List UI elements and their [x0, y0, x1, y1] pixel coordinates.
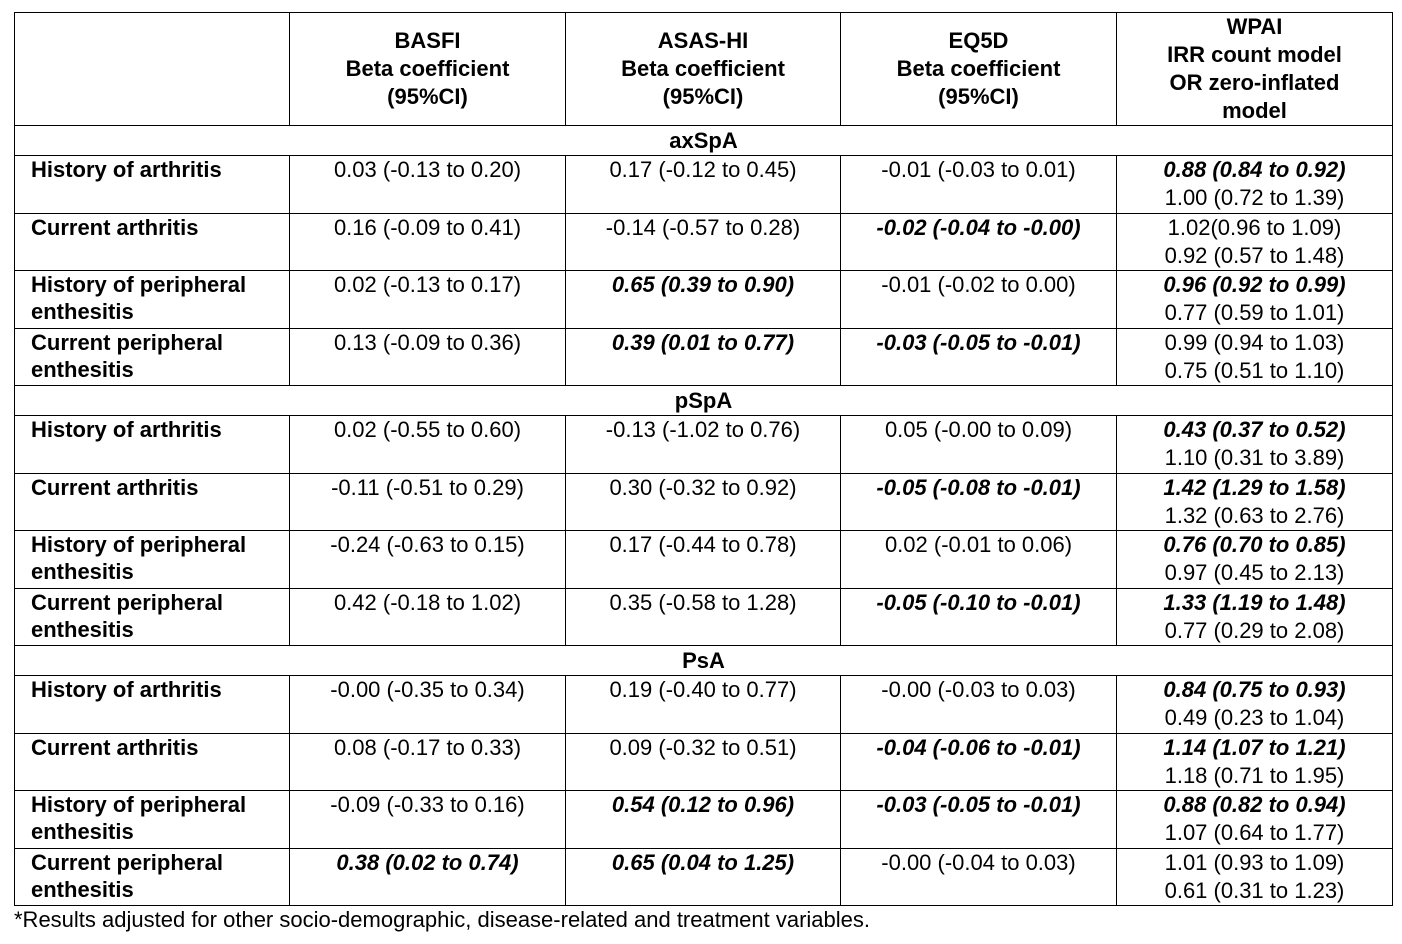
- wpai-value: 0.61 (0.31 to 1.23): [1164, 877, 1345, 903]
- section-title: pSpA: [15, 386, 1393, 416]
- wpai-value: 0.88 (0.84 to 0.92): [1163, 157, 1346, 182]
- cell-asas: 0.39 (0.01 to 0.77): [566, 328, 841, 386]
- cell-eq5d: -0.02 (-0.04 to -0.00): [841, 213, 1117, 271]
- cell-eq5d: -0.00 (-0.03 to 0.03): [841, 676, 1117, 734]
- row-label: [15, 791, 290, 849]
- header-wpai: [1117, 13, 1393, 126]
- row-label-line: enthesitis: [31, 616, 134, 642]
- cell-eq5d: -0.01 (-0.02 to 0.00): [841, 271, 1117, 329]
- table-row: [15, 791, 1393, 849]
- cell-asas: 0.35 (-0.58 to 1.28): [566, 588, 841, 646]
- header-wpai-line: OR zero-inflated: [1169, 70, 1340, 95]
- table-row: [15, 848, 1393, 906]
- row-label-line: Current peripheral: [31, 589, 223, 615]
- section-title: PsA: [15, 646, 1393, 676]
- wpai-value: 0.96 (0.92 to 0.99): [1163, 272, 1346, 297]
- cell-asas: 0.17 (-0.44 to 0.78): [566, 531, 841, 589]
- row-label: [15, 328, 290, 386]
- table-row: [15, 531, 1393, 589]
- header-wpai-line: IRR count model: [1167, 42, 1342, 67]
- cell-basfi: -0.11 (-0.51 to 0.29): [290, 473, 566, 531]
- section-header-row: [15, 646, 1393, 676]
- cell-wpai: [1117, 791, 1393, 849]
- cell-eq5d: -0.05 (-0.08 to -0.01): [841, 473, 1117, 531]
- table-row: [15, 156, 1393, 214]
- cell-asas: 0.65 (0.04 to 1.25): [566, 848, 841, 906]
- cell-basfi: 0.08 (-0.17 to 0.33): [290, 733, 566, 791]
- table-row: [15, 328, 1393, 386]
- cell-wpai: [1117, 588, 1393, 646]
- cell-asas: 0.30 (-0.32 to 0.92): [566, 473, 841, 531]
- wpai-value: 1.02(0.96 to 1.09): [1167, 214, 1342, 240]
- row-label-line: enthesitis: [31, 876, 134, 902]
- wpai-value: 1.42 (1.29 to 1.58): [1163, 474, 1346, 500]
- header-asas-line: Beta coefficient: [621, 56, 785, 81]
- results-table: [14, 12, 1393, 906]
- wpai-value: 1.07 (0.64 to 1.77): [1164, 820, 1345, 845]
- header-asas-line: (95%CI): [662, 84, 744, 109]
- cell-basfi: -0.09 (-0.33 to 0.16): [290, 791, 566, 849]
- cell-wpai: [1117, 531, 1393, 589]
- wpai-value: 0.84 (0.75 to 0.93): [1163, 677, 1346, 702]
- cell-wpai: [1117, 676, 1393, 734]
- row-label-line: Current arthritis: [31, 474, 199, 500]
- header-eq5d: [841, 13, 1117, 126]
- section-title: axSpA: [15, 126, 1393, 156]
- wpai-value: 0.99 (0.94 to 1.03): [1164, 329, 1345, 355]
- cell-eq5d: 0.02 (-0.01 to 0.06): [841, 531, 1117, 589]
- cell-basfi: 0.02 (-0.55 to 0.60): [290, 416, 566, 474]
- header-asas-line: ASAS-HI: [657, 28, 749, 53]
- header-basfi-line: BASFI: [394, 28, 461, 53]
- wpai-value: 0.77 (0.59 to 1.01): [1164, 300, 1345, 325]
- table-row: [15, 416, 1393, 474]
- row-label: [15, 588, 290, 646]
- section-header-row: [15, 126, 1393, 156]
- table-row: [15, 588, 1393, 646]
- cell-basfi: 0.42 (-0.18 to 1.02): [290, 588, 566, 646]
- section-header-row: [15, 386, 1393, 416]
- row-label-line: enthesitis: [31, 356, 134, 382]
- row-label-line: History of peripheral: [31, 792, 247, 817]
- cell-wpai: [1117, 213, 1393, 271]
- cell-basfi: 0.02 (-0.13 to 0.17): [290, 271, 566, 329]
- row-label-line: enthesitis: [31, 299, 134, 324]
- cell-wpai: [1117, 473, 1393, 531]
- header-basfi: [290, 13, 566, 126]
- row-label: [15, 531, 290, 589]
- cell-wpai: [1117, 416, 1393, 474]
- cell-wpai: [1117, 156, 1393, 214]
- wpai-value: 0.43 (0.37 to 0.52): [1163, 417, 1346, 442]
- cell-asas: -0.13 (-1.02 to 0.76): [566, 416, 841, 474]
- table-row: [15, 473, 1393, 531]
- row-label: [15, 416, 290, 474]
- cell-eq5d: -0.04 (-0.06 to -0.01): [841, 733, 1117, 791]
- table-row: [15, 213, 1393, 271]
- table-row: [15, 271, 1393, 329]
- row-label: [15, 213, 290, 271]
- cell-eq5d: 0.05 (-0.00 to 0.09): [841, 416, 1117, 474]
- row-label-line: History of arthritis: [31, 417, 222, 442]
- wpai-value: 0.77 (0.29 to 2.08): [1164, 617, 1345, 643]
- row-label-line: Current arthritis: [31, 734, 199, 760]
- wpai-value: 1.33 (1.19 to 1.48): [1163, 589, 1346, 615]
- cell-asas: 0.65 (0.39 to 0.90): [566, 271, 841, 329]
- wpai-value: 1.32 (0.63 to 2.76): [1164, 502, 1345, 528]
- header-eq5d-line: (95%CI): [938, 84, 1019, 109]
- cell-basfi: 0.13 (-0.09 to 0.36): [290, 328, 566, 386]
- table-body: [15, 126, 1393, 906]
- wpai-value: 1.18 (0.71 to 1.95): [1164, 762, 1345, 788]
- cell-eq5d: -0.01 (-0.03 to 0.01): [841, 156, 1117, 214]
- row-label-line: Current peripheral: [31, 329, 223, 355]
- cell-basfi: 0.38 (0.02 to 0.74): [290, 848, 566, 906]
- cell-eq5d: -0.00 (-0.04 to 0.03): [841, 848, 1117, 906]
- cell-wpai: [1117, 328, 1393, 386]
- cell-asas: 0.17 (-0.12 to 0.45): [566, 156, 841, 214]
- header-asas-hi: [566, 13, 841, 126]
- row-label: [15, 676, 290, 734]
- row-label-line: History of arthritis: [31, 157, 222, 182]
- wpai-value: 1.01 (0.93 to 1.09): [1164, 849, 1345, 875]
- header-basfi-line: Beta coefficient: [345, 56, 510, 81]
- cell-wpai: [1117, 271, 1393, 329]
- row-label: [15, 473, 290, 531]
- cell-wpai: [1117, 733, 1393, 791]
- header-empty: [15, 13, 290, 126]
- wpai-value: 0.49 (0.23 to 1.04): [1164, 705, 1345, 730]
- wpai-value: 0.88 (0.82 to 0.94): [1163, 792, 1346, 817]
- wpai-value: 0.97 (0.45 to 2.13): [1164, 560, 1345, 585]
- row-label: [15, 271, 290, 329]
- row-label-line: enthesitis: [31, 819, 134, 844]
- row-label-line: Current arthritis: [31, 214, 199, 240]
- cell-basfi: 0.16 (-0.09 to 0.41): [290, 213, 566, 271]
- header-row: [15, 13, 1393, 126]
- cell-eq5d: -0.03 (-0.05 to -0.01): [841, 328, 1117, 386]
- row-label-line: Current peripheral: [31, 849, 223, 875]
- cell-basfi: -0.00 (-0.35 to 0.34): [290, 676, 566, 734]
- header-eq5d-line: EQ5D: [948, 28, 1009, 53]
- cell-asas: 0.09 (-0.32 to 0.51): [566, 733, 841, 791]
- row-label: [15, 848, 290, 906]
- header-wpai-line: model: [1222, 98, 1287, 123]
- cell-basfi: -0.24 (-0.63 to 0.15): [290, 531, 566, 589]
- wpai-value: 1.00 (0.72 to 1.39): [1164, 185, 1345, 210]
- wpai-value: 1.14 (1.07 to 1.21): [1163, 734, 1346, 760]
- header-wpai-line: WPAI: [1226, 14, 1283, 39]
- table-row: [15, 676, 1393, 734]
- wpai-value: 1.10 (0.31 to 3.89): [1164, 445, 1345, 470]
- row-label-line: enthesitis: [31, 559, 134, 584]
- cell-wpai: [1117, 848, 1393, 906]
- header-basfi-line: (95%CI): [387, 84, 468, 109]
- row-label-line: History of peripheral: [31, 532, 247, 557]
- wpai-value: 0.92 (0.57 to 1.48): [1164, 242, 1345, 268]
- row-label: [15, 156, 290, 214]
- wpai-value: 0.76 (0.70 to 0.85): [1163, 532, 1346, 557]
- row-label: [15, 733, 290, 791]
- header-eq5d-line: Beta coefficient: [896, 56, 1061, 81]
- cell-eq5d: -0.03 (-0.05 to -0.01): [841, 791, 1117, 849]
- cell-asas: 0.54 (0.12 to 0.96): [566, 791, 841, 849]
- footnote: *Results adjusted for other socio-demographic, disease-related and treatment variables.: [14, 907, 871, 932]
- cell-asas: -0.14 (-0.57 to 0.28): [566, 213, 841, 271]
- row-label-line: History of peripheral: [31, 272, 247, 297]
- table-row: [15, 733, 1393, 791]
- row-label-line: History of arthritis: [31, 677, 222, 702]
- cell-asas: 0.19 (-0.40 to 0.77): [566, 676, 841, 734]
- cell-basfi: 0.03 (-0.13 to 0.20): [290, 156, 566, 214]
- cell-eq5d: -0.05 (-0.10 to -0.01): [841, 588, 1117, 646]
- wpai-value: 0.75 (0.51 to 1.10): [1164, 357, 1345, 383]
